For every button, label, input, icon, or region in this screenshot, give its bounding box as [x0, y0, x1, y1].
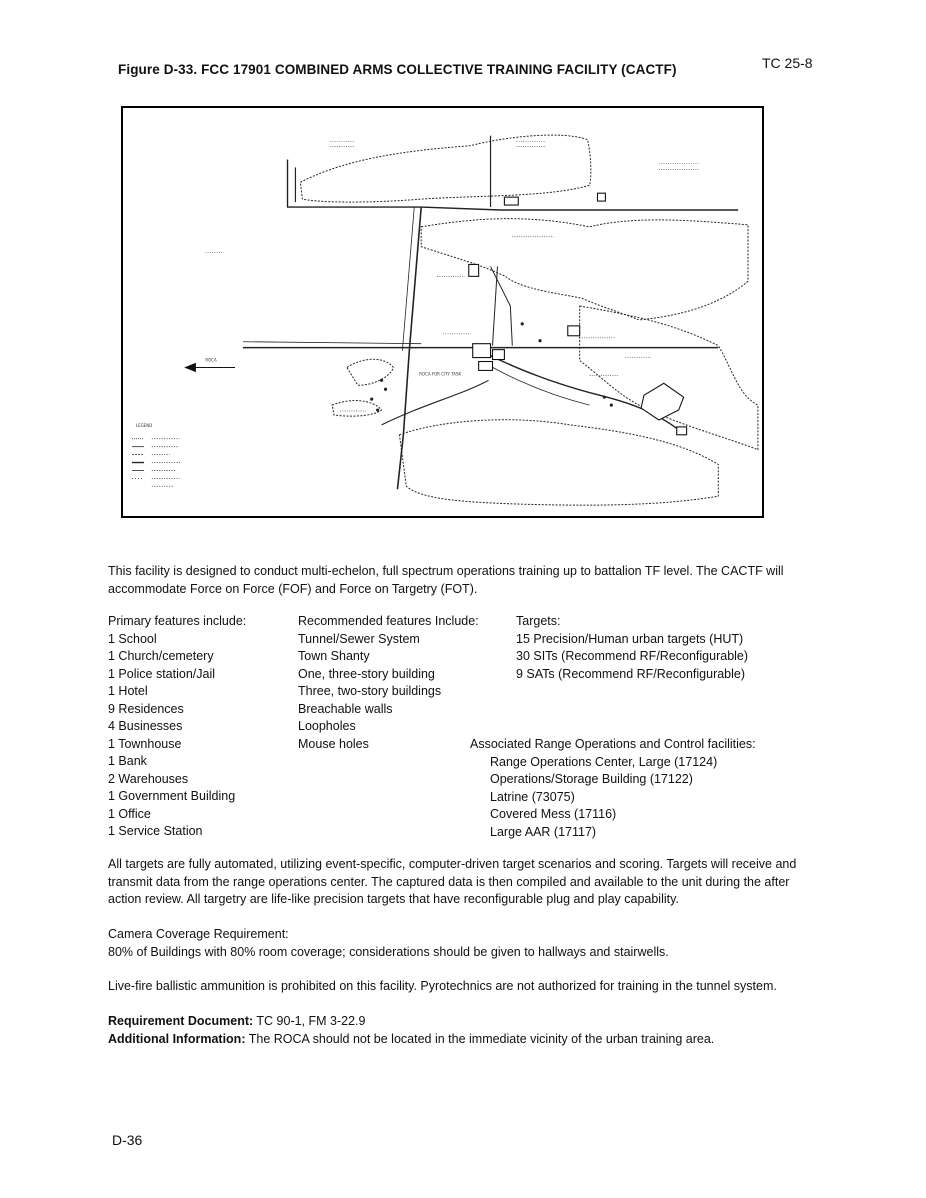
primary-feature-item: 1 Police station/Jail: [108, 666, 216, 681]
primary-features-column: [108, 613, 246, 841]
recommended-features-header: Recommended features Include:: [298, 614, 479, 628]
target-marker: [370, 398, 373, 401]
associated-facility-item: Operations/Storage Building (17122): [490, 772, 693, 786]
primary-feature-item: 1 Bank: [108, 754, 147, 768]
road-main-edge: [402, 207, 414, 351]
road-connector-2: [493, 266, 498, 345]
primary-feature-item: 1 Townhouse: [108, 736, 182, 751]
terrain-lower: [399, 420, 718, 505]
target-item: 9 SATs (Recommend RF/Reconfigurable): [516, 666, 746, 681]
primary-feature-item: 2 Warehouses: [108, 771, 189, 786]
target-marker: [538, 339, 541, 342]
associated-facility-item: Range Operations Center, Large (17124): [490, 754, 718, 769]
associated-facilities-header: Associated Range Operations and Control facilities:: [470, 737, 756, 751]
recommended-feature-item: Tunnel/Sewer System: [298, 631, 420, 646]
primary-feature-item: 1 Church/cemetery: [108, 649, 214, 663]
camera-heading: Camera Coverage Requirement:: [108, 927, 289, 941]
building-5: [504, 197, 518, 205]
building-complex: [641, 383, 684, 420]
terrain-left: [347, 359, 394, 385]
requirement-value: TC 90-1, FM 3-22.9: [253, 1014, 366, 1028]
terrain-left-lower: [332, 401, 382, 417]
road-connector: [491, 266, 513, 345]
building-6: [568, 326, 580, 336]
facility-map-drawing: [123, 108, 762, 516]
document-code: TC 25-8: [762, 55, 813, 71]
additional-label: Additional Information:: [108, 1031, 246, 1046]
targets-column: [516, 613, 748, 683]
requirement-label: Requirement Document:: [108, 1014, 254, 1028]
target-marker: [603, 396, 606, 399]
area-label: ROCA FOR CITY TASK: [419, 371, 462, 377]
primary-features-header: Primary features include:: [108, 614, 247, 628]
primary-feature-item: 1 Government Building: [108, 789, 236, 803]
building-3: [479, 362, 493, 371]
recommended-feature-item: Three, two-story buildings: [298, 684, 442, 698]
building-4: [469, 264, 479, 276]
building-8: [677, 427, 687, 435]
recommended-feature-item: Town Shanty: [298, 649, 370, 663]
road-east-west-edge: [243, 342, 421, 344]
recommended-feature-item: One, three-story building: [298, 666, 435, 681]
figure-title: Figure D-33. FCC 17901 COMBINED ARMS COLLECTIVE TRAINING FACILITY (CACTF): [118, 62, 677, 77]
livefire-note: Live-fire ballistic ammunition is prohibited on this facility. Pyrotechnics are not authorized for training in the tunnel system.: [108, 979, 777, 993]
primary-feature-item: 1 Service Station: [108, 824, 203, 838]
target-marker: [384, 388, 387, 391]
targets-header: Targets:: [516, 614, 561, 628]
primary-feature-item: 1 School: [108, 631, 157, 646]
roca-arrow-head: [186, 363, 196, 371]
primary-feature-item: 1 Hotel: [108, 684, 148, 698]
building-2: [493, 350, 505, 360]
recommended-features-column: [298, 613, 479, 753]
target-marker: [376, 408, 379, 411]
building-7: [597, 193, 605, 201]
associated-facilities-column: [470, 736, 756, 841]
road-southwest: [382, 380, 489, 425]
recommended-feature-item: Breachable walls: [298, 701, 393, 716]
recommended-feature-item: Loopholes: [298, 719, 356, 733]
road-upper: [421, 207, 738, 210]
primary-feature-item: 4 Businesses: [108, 719, 183, 733]
terrain-upper: [300, 135, 590, 202]
legend-label: LEGEND: [136, 422, 153, 428]
requirement-document-line: [108, 1013, 808, 1031]
requirements-block: [108, 1013, 808, 1048]
targets-paragraph: All targets are fully automated, utilizing event-specific, computer-driven target scenarios and scoring. Targets will receive and transmit data from the range operations center. The captured data is then compiled and available to the unit during the after action review. All targetry are life-like precision targets that have reconfigurable plug and play capability.: [108, 857, 797, 906]
building-1: [473, 344, 491, 358]
legend: [132, 439, 182, 487]
facility-map: [121, 106, 764, 518]
target-marker: [380, 379, 383, 382]
terrain-right: [580, 306, 758, 450]
camera-text: 80% of Buildings with 80% room coverage; considerations should be given to hallways and stairwells.: [108, 944, 669, 959]
primary-feature-item: 9 Residences: [108, 701, 184, 716]
associated-facility-item: Large AAR (17117): [490, 824, 597, 839]
roca-label: ROCA: [205, 357, 217, 363]
additional-information-line: [108, 1031, 808, 1049]
recommended-feature-item: Mouse holes: [298, 736, 369, 751]
camera-requirement: [108, 926, 808, 961]
associated-facility-item: Latrine (73075): [490, 789, 575, 804]
road-southeast-edge: [486, 363, 590, 405]
page-number: D-36: [112, 1132, 143, 1148]
target-item: 15 Precision/Human urban targets (HUT): [516, 631, 744, 646]
target-item: 30 SITs (Recommend RF/Reconfigurable): [516, 649, 749, 663]
intro-paragraph: This facility is designed to conduct multi-echelon, full spectrum operations training up to battalion TF level. The CACTF will accommodate Force on Force (FOF) and Force on Targetry (FOT).: [108, 564, 784, 596]
additional-value: The ROCA should not be located in the immediate vicinity of the urban training area.: [245, 1031, 715, 1046]
target-marker: [521, 322, 524, 325]
associated-facility-item: Covered Mess (17116): [490, 807, 617, 821]
target-marker: [610, 404, 613, 407]
primary-feature-item: 1 Office: [108, 806, 151, 821]
